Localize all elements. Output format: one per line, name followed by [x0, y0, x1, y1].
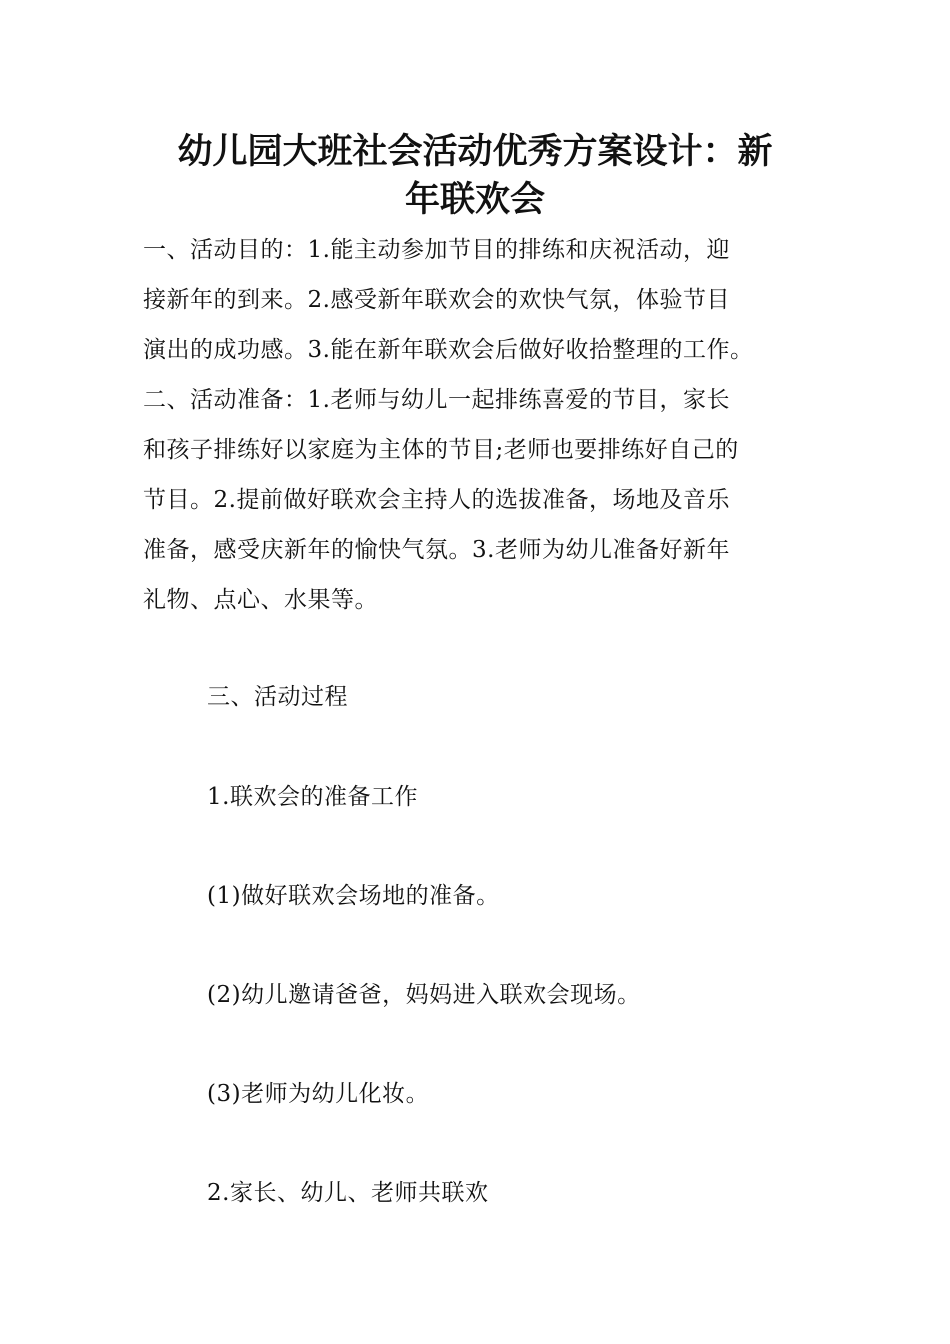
list-item-venue: (1)做好联欢会场地的准备。	[207, 883, 500, 909]
section-heading-process: 三、活动过程	[207, 684, 348, 710]
step-heading-celebration: 2.家长、幼儿、老师共联欢	[207, 1180, 489, 1206]
document-title-line-2: 年联欢会	[404, 180, 545, 220]
document-title-line-1: 幼儿园大班社会活动优秀方案设计：新	[177, 132, 773, 172]
intro-paragraph	[143, 225, 823, 625]
paragraph-line: 演出的成功感。3.能在新年联欢会后做好收拾整理的工作。	[143, 337, 754, 363]
step-heading-preparation: 1.联欢会的准备工作	[207, 784, 418, 810]
paragraph-line: 准备，感受庆新年的愉快气氛。3.老师为幼儿准备好新年	[143, 537, 730, 563]
paragraph-line: 节目。2.提前做好联欢会主持人的选拔准备，场地及音乐	[143, 487, 730, 513]
paragraph-line: 二、活动准备：1.老师与幼儿一起排练喜爱的节目，家长	[143, 387, 730, 413]
paragraph-line: 接新年的到来。2.感受新年联欢会的欢快气氛，体验节目	[143, 287, 730, 313]
paragraph-line: 和孩子排练好以家庭为主体的节目;老师也要排练好自己的	[143, 437, 739, 463]
list-item-makeup: (3)老师为幼儿化妆。	[207, 1081, 430, 1107]
list-item-invite-parents: (2)幼儿邀请爸爸，妈妈进入联欢会现场。	[207, 982, 641, 1008]
paragraph-line: 一、活动目的：1.能主动参加节目的排练和庆祝活动，迎	[143, 237, 730, 263]
paragraph-line: 礼物、点心、水果等。	[143, 587, 378, 613]
